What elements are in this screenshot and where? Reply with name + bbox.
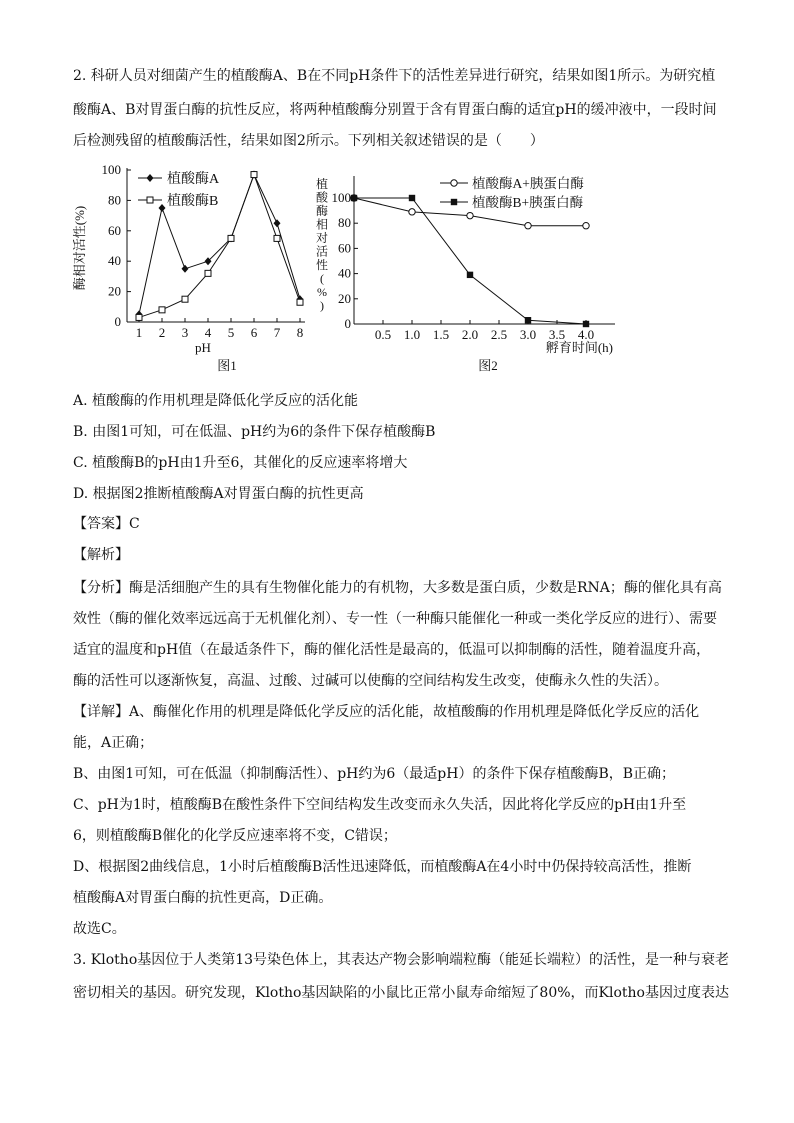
analysis-line-2: 效性（酶的催化效率远远高于无机催化剂）、专一性（一种酶只能催化一种或一类化学反应的进行）、需要 bbox=[73, 611, 717, 627]
figure-1-chart bbox=[70, 158, 315, 376]
x-tick-label: 3 bbox=[181, 325, 189, 340]
x-tick-label: 2.5 bbox=[490, 327, 508, 342]
x-tick-label: 3.0 bbox=[519, 327, 537, 342]
data-point bbox=[228, 235, 234, 241]
data-point bbox=[297, 299, 303, 305]
x-tick-label: 0.5 bbox=[374, 327, 392, 342]
data-point bbox=[182, 265, 189, 273]
y-tick-label: 100 bbox=[101, 162, 121, 177]
q2-stem-line-1: 2. 科研人员对细菌产生的植酸酶A、B在不同pH条件下的活性差异进行研究，结果如图1所示。为研究植 bbox=[73, 68, 716, 84]
y-tick-label: 40 bbox=[338, 265, 351, 281]
q2-stem-line-2: 酸酶A、B对胃蛋白酶的抗性反应，将两种植酸酶分别置于含有胃蛋白酶的适宜pH的缓冲液中，一段时间 bbox=[73, 102, 717, 118]
legend-marker bbox=[451, 180, 457, 186]
x-tick-label: 2.0 bbox=[461, 327, 479, 342]
y-tick-label: 80 bbox=[108, 192, 121, 208]
figure-title: 图1 bbox=[217, 358, 237, 373]
data-point bbox=[274, 219, 281, 227]
data-point bbox=[136, 314, 142, 320]
legend-label: 植酸酶B bbox=[167, 194, 219, 209]
analysis-line-4: 酶的活性可以逐渐恢复，高温、过酸、过碱可以使酶的空间结构发生改变，使酶永久性的失活）。 bbox=[73, 673, 668, 689]
series-line bbox=[139, 175, 300, 315]
q3-stem-line-1: 3. Klotho基因位于人类第13号染色体上，其表达产物会影响端粒酶（能延长端粒）的活性，是一种与衰老 bbox=[73, 952, 730, 968]
series-line bbox=[139, 175, 300, 318]
q3-stem-line-2: 密切相关的基因。研究发现，Klotho基因缺陷的小鼠比正常小鼠寿命缩短了80%，而Klotho基因过度表达 bbox=[73, 985, 729, 1001]
detail-line-6: D、根据图2曲线信息，1小时后植酸酶B活性迅速降低，而植酸酶A在4小时中仍保持较高活性，推断 bbox=[73, 859, 692, 875]
x-axis-label: pH bbox=[195, 340, 211, 355]
detail-line-5: 6，则植酸酶B催化的化学反应速率将不变，C错误； bbox=[73, 828, 397, 844]
detail-line-3: B、由图1可知，可在低温（抑制酶活性）、pH约为6（最适pH）的条件下保存植酸酶B，B正确； bbox=[73, 766, 676, 782]
data-point bbox=[467, 212, 473, 218]
data-point bbox=[583, 321, 589, 327]
detail-line-8: 故选C。 bbox=[73, 921, 126, 937]
y-tick-label: 0 bbox=[344, 316, 351, 331]
legend-marker bbox=[147, 197, 153, 203]
x-axis-label: 孵育时间(h) bbox=[545, 340, 613, 355]
data-point bbox=[525, 223, 531, 229]
x-tick-label: 7 bbox=[273, 325, 281, 340]
data-point bbox=[583, 223, 589, 229]
option-c: C. 植酸酶B的pH由1升至6，其催化的反应速率将增大 bbox=[73, 455, 408, 471]
data-point bbox=[159, 204, 166, 212]
legend-label: 植酸酶A+胰蛋白酶 bbox=[472, 176, 584, 191]
legend-marker bbox=[451, 199, 457, 205]
y-tick-label: 40 bbox=[108, 253, 121, 269]
data-point bbox=[467, 272, 473, 278]
x-tick-label: 8 bbox=[296, 325, 304, 340]
data-point bbox=[351, 195, 357, 201]
x-tick-label: 6 bbox=[250, 325, 258, 340]
option-b: B. 由图1可知，可在低温、pH约为6的条件下保存植酸酶B bbox=[73, 424, 436, 440]
data-point bbox=[251, 172, 257, 178]
q2-stem-line-3: 后检测残留的植酸酶活性，结果如图2所示。下列相关叙述错误的是（ ） bbox=[73, 133, 544, 149]
figure-title: 图2 bbox=[478, 358, 498, 373]
detail-line-7: 植酸酶A对胃蛋白酶的抗性更高，D正确。 bbox=[73, 890, 333, 906]
analysis-heading: 【解析】 bbox=[73, 547, 129, 563]
x-tick-label: 3.5 bbox=[548, 327, 566, 342]
analysis-line-1: 【分析】酶是活细胞产生的具有生物催化能力的有机物，大多数是蛋白质，少数是RNA；酶的催化具有高 bbox=[73, 580, 722, 596]
y-tick-label: 80 bbox=[338, 215, 351, 231]
data-point bbox=[409, 195, 415, 201]
x-tick-label: 4 bbox=[204, 325, 212, 340]
y-tick-label: 100 bbox=[331, 190, 351, 205]
y-tick-label: 60 bbox=[108, 222, 121, 238]
x-tick-label: 1 bbox=[135, 325, 143, 340]
y-axis-label: 植酸酶相对活性( % ) bbox=[315, 177, 329, 313]
data-point bbox=[205, 270, 211, 276]
data-point bbox=[274, 235, 280, 241]
option-a: A. 植酸酶的作用机理是降低化学反应的活化能 bbox=[73, 393, 359, 409]
x-tick-label: 1.0 bbox=[403, 327, 421, 342]
y-tick-label: 20 bbox=[338, 290, 351, 306]
x-tick-label: 5 bbox=[227, 325, 235, 340]
legend-marker bbox=[147, 174, 154, 182]
data-point bbox=[525, 317, 531, 323]
legend-label: 植酸酶A bbox=[167, 172, 220, 187]
x-tick-label: 1.5 bbox=[432, 327, 450, 342]
data-point bbox=[159, 307, 165, 313]
answer-label: 【答案】C bbox=[73, 516, 140, 532]
data-point bbox=[409, 209, 415, 215]
analysis-line-3: 适宜的温度和pH值（在最适条件下，酶的催化活性是最高的，低温可以抑制酶的活性，随着温度升高， bbox=[73, 642, 711, 658]
option-d: D. 根据图2推断植酸酶A对胃蛋白酶的抗性更高 bbox=[73, 486, 364, 502]
y-tick-label: 0 bbox=[114, 314, 121, 329]
detail-line-1: 【详解】A、酶催化作用的机理是降低化学反应的活化能，故植酸酶的作用机理是降低化学反应的活化 bbox=[73, 704, 700, 720]
x-tick-label: 2 bbox=[158, 325, 166, 340]
x-tick-label: 4.0 bbox=[577, 327, 595, 342]
data-point bbox=[182, 296, 188, 302]
y-tick-label: 60 bbox=[338, 240, 351, 256]
y-tick-label: 20 bbox=[108, 283, 121, 299]
legend-label: 植酸酶B+胰蛋白酶 bbox=[472, 195, 584, 210]
detail-line-2: 能，A正确； bbox=[73, 735, 154, 751]
detail-line-4: C、pH为1时，植酸酶B在酸性条件下空间结构发生改变而永久失活，因此将化学反应的pH由1升至 bbox=[73, 797, 687, 813]
figure-2-chart bbox=[310, 158, 620, 376]
y-axis-label: 酶相对活性(%) bbox=[72, 205, 87, 291]
